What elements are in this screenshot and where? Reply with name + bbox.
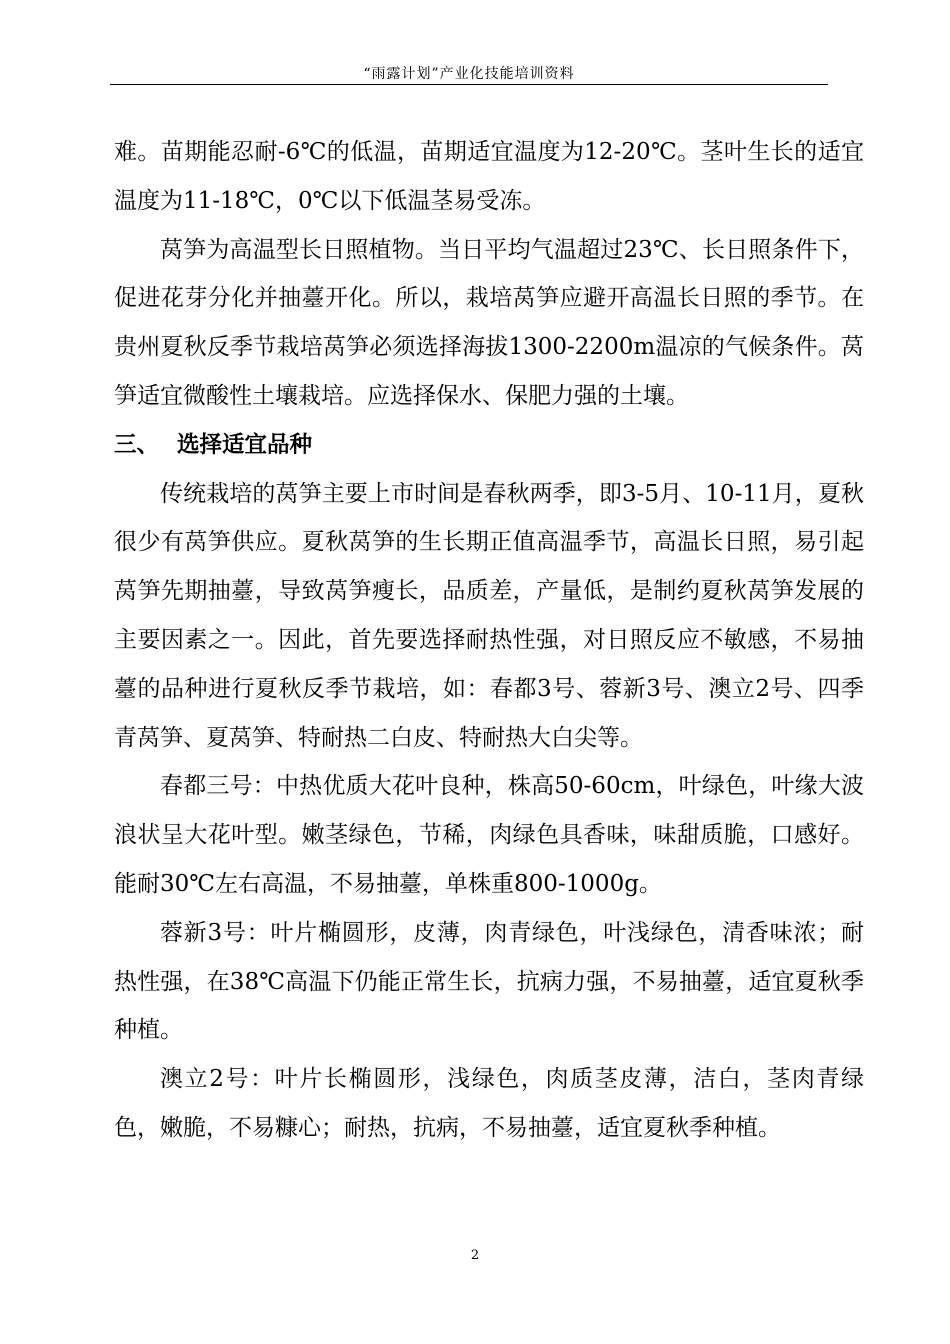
section-title: 选择适宜品种 (177, 431, 313, 458)
page-content (114, 128, 864, 1153)
header-rule (110, 84, 828, 85)
paragraph-aoli: 澳立2号：叶片长椭圆形，浅绿色，肉质茎皮薄，洁白，茎肉青绿色，嫩脆，不易糠心；耐热，抗病，不易抽薹，适宜夏秋季种植。 (114, 1066, 864, 1141)
page-number: 2 (470, 1248, 480, 1263)
paragraph-varieties: 传统栽培的莴笋主要上市时间是春秋两季，即3-5月、10-11月，夏秋很少有莴笋供应。夏秋莴笋的生长期正值高温季节，高温长日照，易引起莴笋先期抽薹，导致莴笋瘦长，品质差，产量低，是制约夏秋莴笋发展的主要因素之一。因此，首先要选择耐热性强，对日照反应不敏感，不易抽薹的品种进行夏秋反季节栽培，如：春都3号、蓉新3号、澳立2号、四季青莴笋、夏莴笋、特耐热二白皮、特耐热大白尖等。 (114, 480, 864, 751)
paragraph-climate: 莴笋为高温型长日照植物。当日平均气温超过23℃、长日照条件下，促进花芽分化并抽薹开化。所以，栽培莴笋应避开高温长日照的季节。在贵州夏秋反季节栽培莴笋必须选择海拔1300-2200m温凉的气候条件。莴笋适宜微酸性土壤栽培。应选择保水、保肥力强的土壤。 (114, 236, 864, 409)
running-header: “雨露计划”产业化技能培训资料 (363, 66, 575, 82)
paragraph-chundu: 春都三号：中热优质大花叶良种，株高50-60cm，叶绿色，叶缘大波浪状呈大花叶型。嫩茎绿色，节稀，肉绿色具香味，味甜质脆，口感好。能耐30℃左右高温，不易抽薹，单株重800-1000g。 (114, 773, 864, 897)
paragraph-continued: 难。苗期能忍耐-6℃的低温，苗期适宜温度为12-20℃。茎叶生长的适宜温度为11-18℃，0℃以下低温茎易受冻。 (114, 139, 864, 214)
paragraph-rongxin: 蓉新3号：叶片椭圆形，皮薄，肉青绿色，叶浅绿色，清香味浓；耐热性强，在38℃高温下仍能正常生长，抗病力强，不易抽薹，适宜夏秋季种植。 (114, 919, 864, 1044)
section-number: 三、 (114, 431, 160, 458)
section-heading (114, 421, 864, 470)
